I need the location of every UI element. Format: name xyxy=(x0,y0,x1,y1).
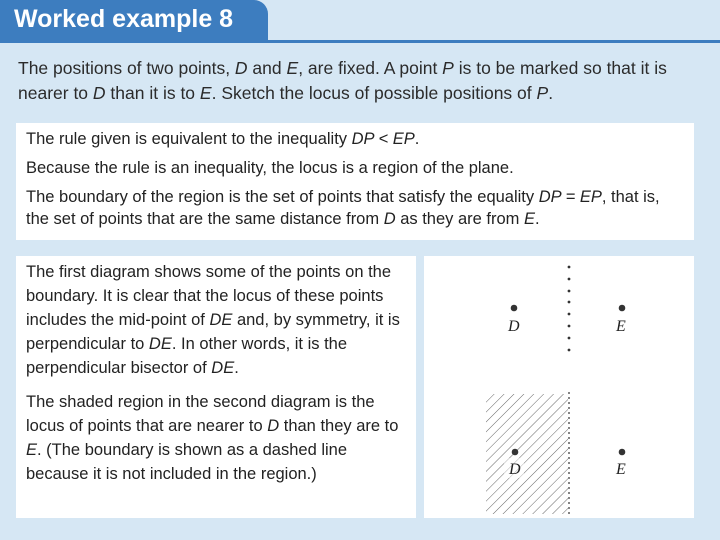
point-d-marker-2 xyxy=(512,449,519,456)
solution-line-3: The boundary of the region is the set of points that satisfy the equality DP = EP, that is, the set of points that are the same distance from D as they are from E. xyxy=(26,188,660,228)
solution-line-2: Because the rule is an inequality, the locus is a region of the plane. xyxy=(26,159,514,177)
point-e-marker-2 xyxy=(619,449,626,456)
diagrams-svg xyxy=(424,256,694,518)
point-e-label-2: E xyxy=(616,461,626,478)
point-d-label: D xyxy=(508,318,520,335)
shaded-region xyxy=(486,394,568,514)
point-d-marker xyxy=(511,305,518,312)
example-title: Worked example 8 xyxy=(14,5,234,33)
solution-line-1: The rule given is equivalent to the inequality DP < EP. xyxy=(26,130,420,148)
explanation-paragraph-2: The shaded region in the second diagram is the locus of points that are nearer to D than they are to E. (The boundary is shown as a dashed line because it is not included in the region.) xyxy=(26,393,399,483)
worked-example-header xyxy=(0,0,268,42)
explanation-paragraph-1: The first diagram shows some of the points on the boundary. It is clear that the locus of these points includes the mid-point of DE and, by symmetry, it is perpendicular to DE. In other words, it is the perpendicular bisector of DE. xyxy=(26,263,400,377)
question-text: The positions of two points, D and E, are fixed. A point P is to be marked so that it is nearer to D than it is to E. Sketch the locus of possible positions of P. xyxy=(18,58,667,103)
diagrams-panel xyxy=(424,256,694,518)
explanation-panel xyxy=(16,256,416,518)
solution-panel xyxy=(16,123,694,240)
header-rule xyxy=(0,40,720,43)
point-d-label-2: D xyxy=(509,461,521,478)
diagram-1 xyxy=(507,266,626,352)
point-e-marker xyxy=(619,305,626,312)
point-e-label: E xyxy=(616,318,626,335)
diagram-2 xyxy=(486,392,626,514)
boundary-points xyxy=(568,266,571,352)
